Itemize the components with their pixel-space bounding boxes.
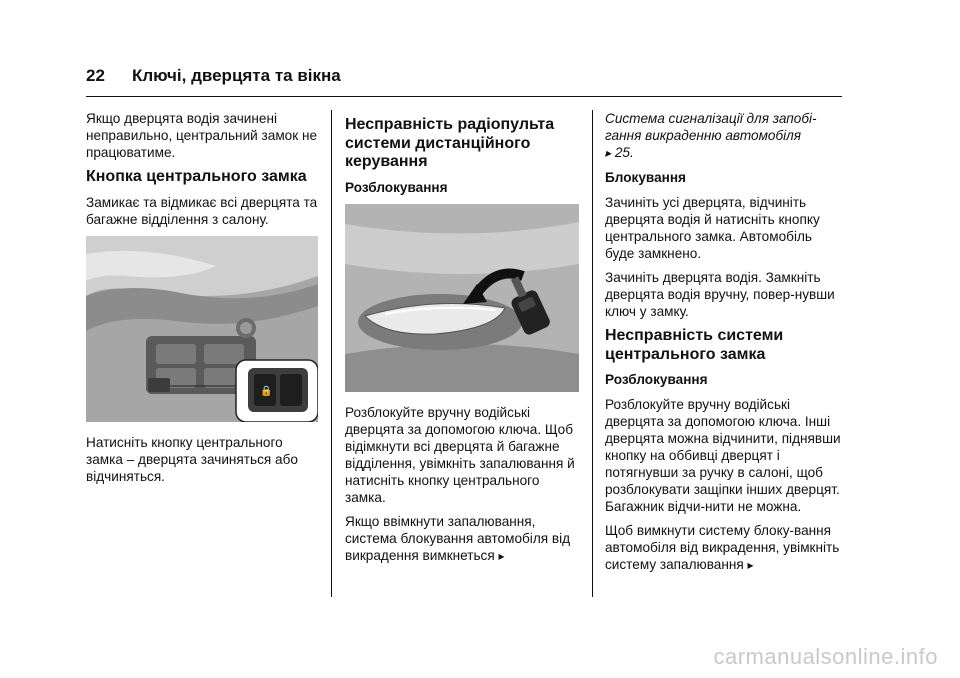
- watermark: [0, 644, 960, 670]
- door-lock-switch-figure: [86, 236, 318, 422]
- paragraph-with-ref: [605, 522, 845, 574]
- paragraph: Замикає та відмикає всі дверцята та багажне відділення з салону.: [86, 194, 318, 227]
- header-rule: [86, 96, 842, 97]
- section-heading: Несправність радіопульта системи дистанційного керування: [345, 116, 555, 170]
- paragraph: Зачиніть дверцята водія. Замкніть дверцята водія вручну, повер-нувши ключ у замку.: [605, 270, 835, 319]
- column-divider: [331, 110, 332, 597]
- column-1: [86, 110, 318, 492]
- intro-paragraph: Якщо дверцята водія зачинені неправильно, центральний замок не працюватиме.: [86, 111, 318, 160]
- svg-text:🔒: 🔒: [260, 385, 273, 397]
- cross-reference-text: Система сигналізації для запобі-гання викраденню автомобіля: [605, 111, 817, 143]
- page-number: 22: [86, 66, 105, 85]
- paragraph: Зачиніть усі дверцята, відчиніть дверцята водія й натисніть кнопку центрального замка. Автомобіль буде замкнено.: [605, 195, 820, 261]
- page-reference-icon: ▸: [498, 548, 505, 563]
- column-divider: [592, 110, 593, 597]
- paragraph-text: Щоб вимкнути систему блоку-вання автомобіля від викрадення, увімкніть систему запалювання: [605, 523, 840, 572]
- paragraph: Розблокуйте вручну водійські дверцята за допомогою ключа. Інші дверцята можна відчинити, піднявши кнопку на оббивці дверцят і потягнувши за ручку в салоні, щоб розблокувати защіпки інших дверцят. Багажник відчи-нити не можна.: [605, 397, 841, 514]
- cross-reference: Система сигналізації для запобі-гання викраденню автомобіля ▸ 25.: [605, 111, 817, 160]
- page-reference-icon: ▸: [605, 146, 612, 160]
- section-heading: Кнопка центрального замка: [86, 168, 307, 185]
- page-reference-icon: ▸: [747, 558, 754, 572]
- cross-reference-page: 25: [614, 145, 630, 160]
- subheading: Розблокування: [605, 372, 708, 387]
- watermark-text: carmanualsonline.info: [713, 644, 938, 669]
- figure-caption: Натисніть кнопку центрального замка – дверцята зачиняться або відчиняться.: [86, 434, 298, 484]
- subheading: Блокування: [605, 170, 686, 185]
- column-2: [345, 110, 581, 572]
- paragraph: Розблокуйте вручну водійські дверцята за допомогою ключа. Щоб відімкнути всі дверцята й багажне відділення, увімкніть запалювання й натисніть кнопку центрального замка.: [345, 404, 575, 505]
- section-heading: Несправність системи центрального замка: [605, 327, 784, 363]
- column-3: [605, 110, 845, 581]
- door-handle-key-figure: [345, 204, 579, 392]
- subheading: Розблокування: [345, 179, 448, 195]
- page-title: Ключі, дверцята та вікна: [132, 66, 341, 85]
- page-header: [86, 66, 842, 86]
- paragraph-text: Якщо ввімкнути запалювання, система блокування автомобіля від викрадення вимкнеться: [345, 513, 571, 563]
- paragraph-with-ref: [345, 513, 581, 565]
